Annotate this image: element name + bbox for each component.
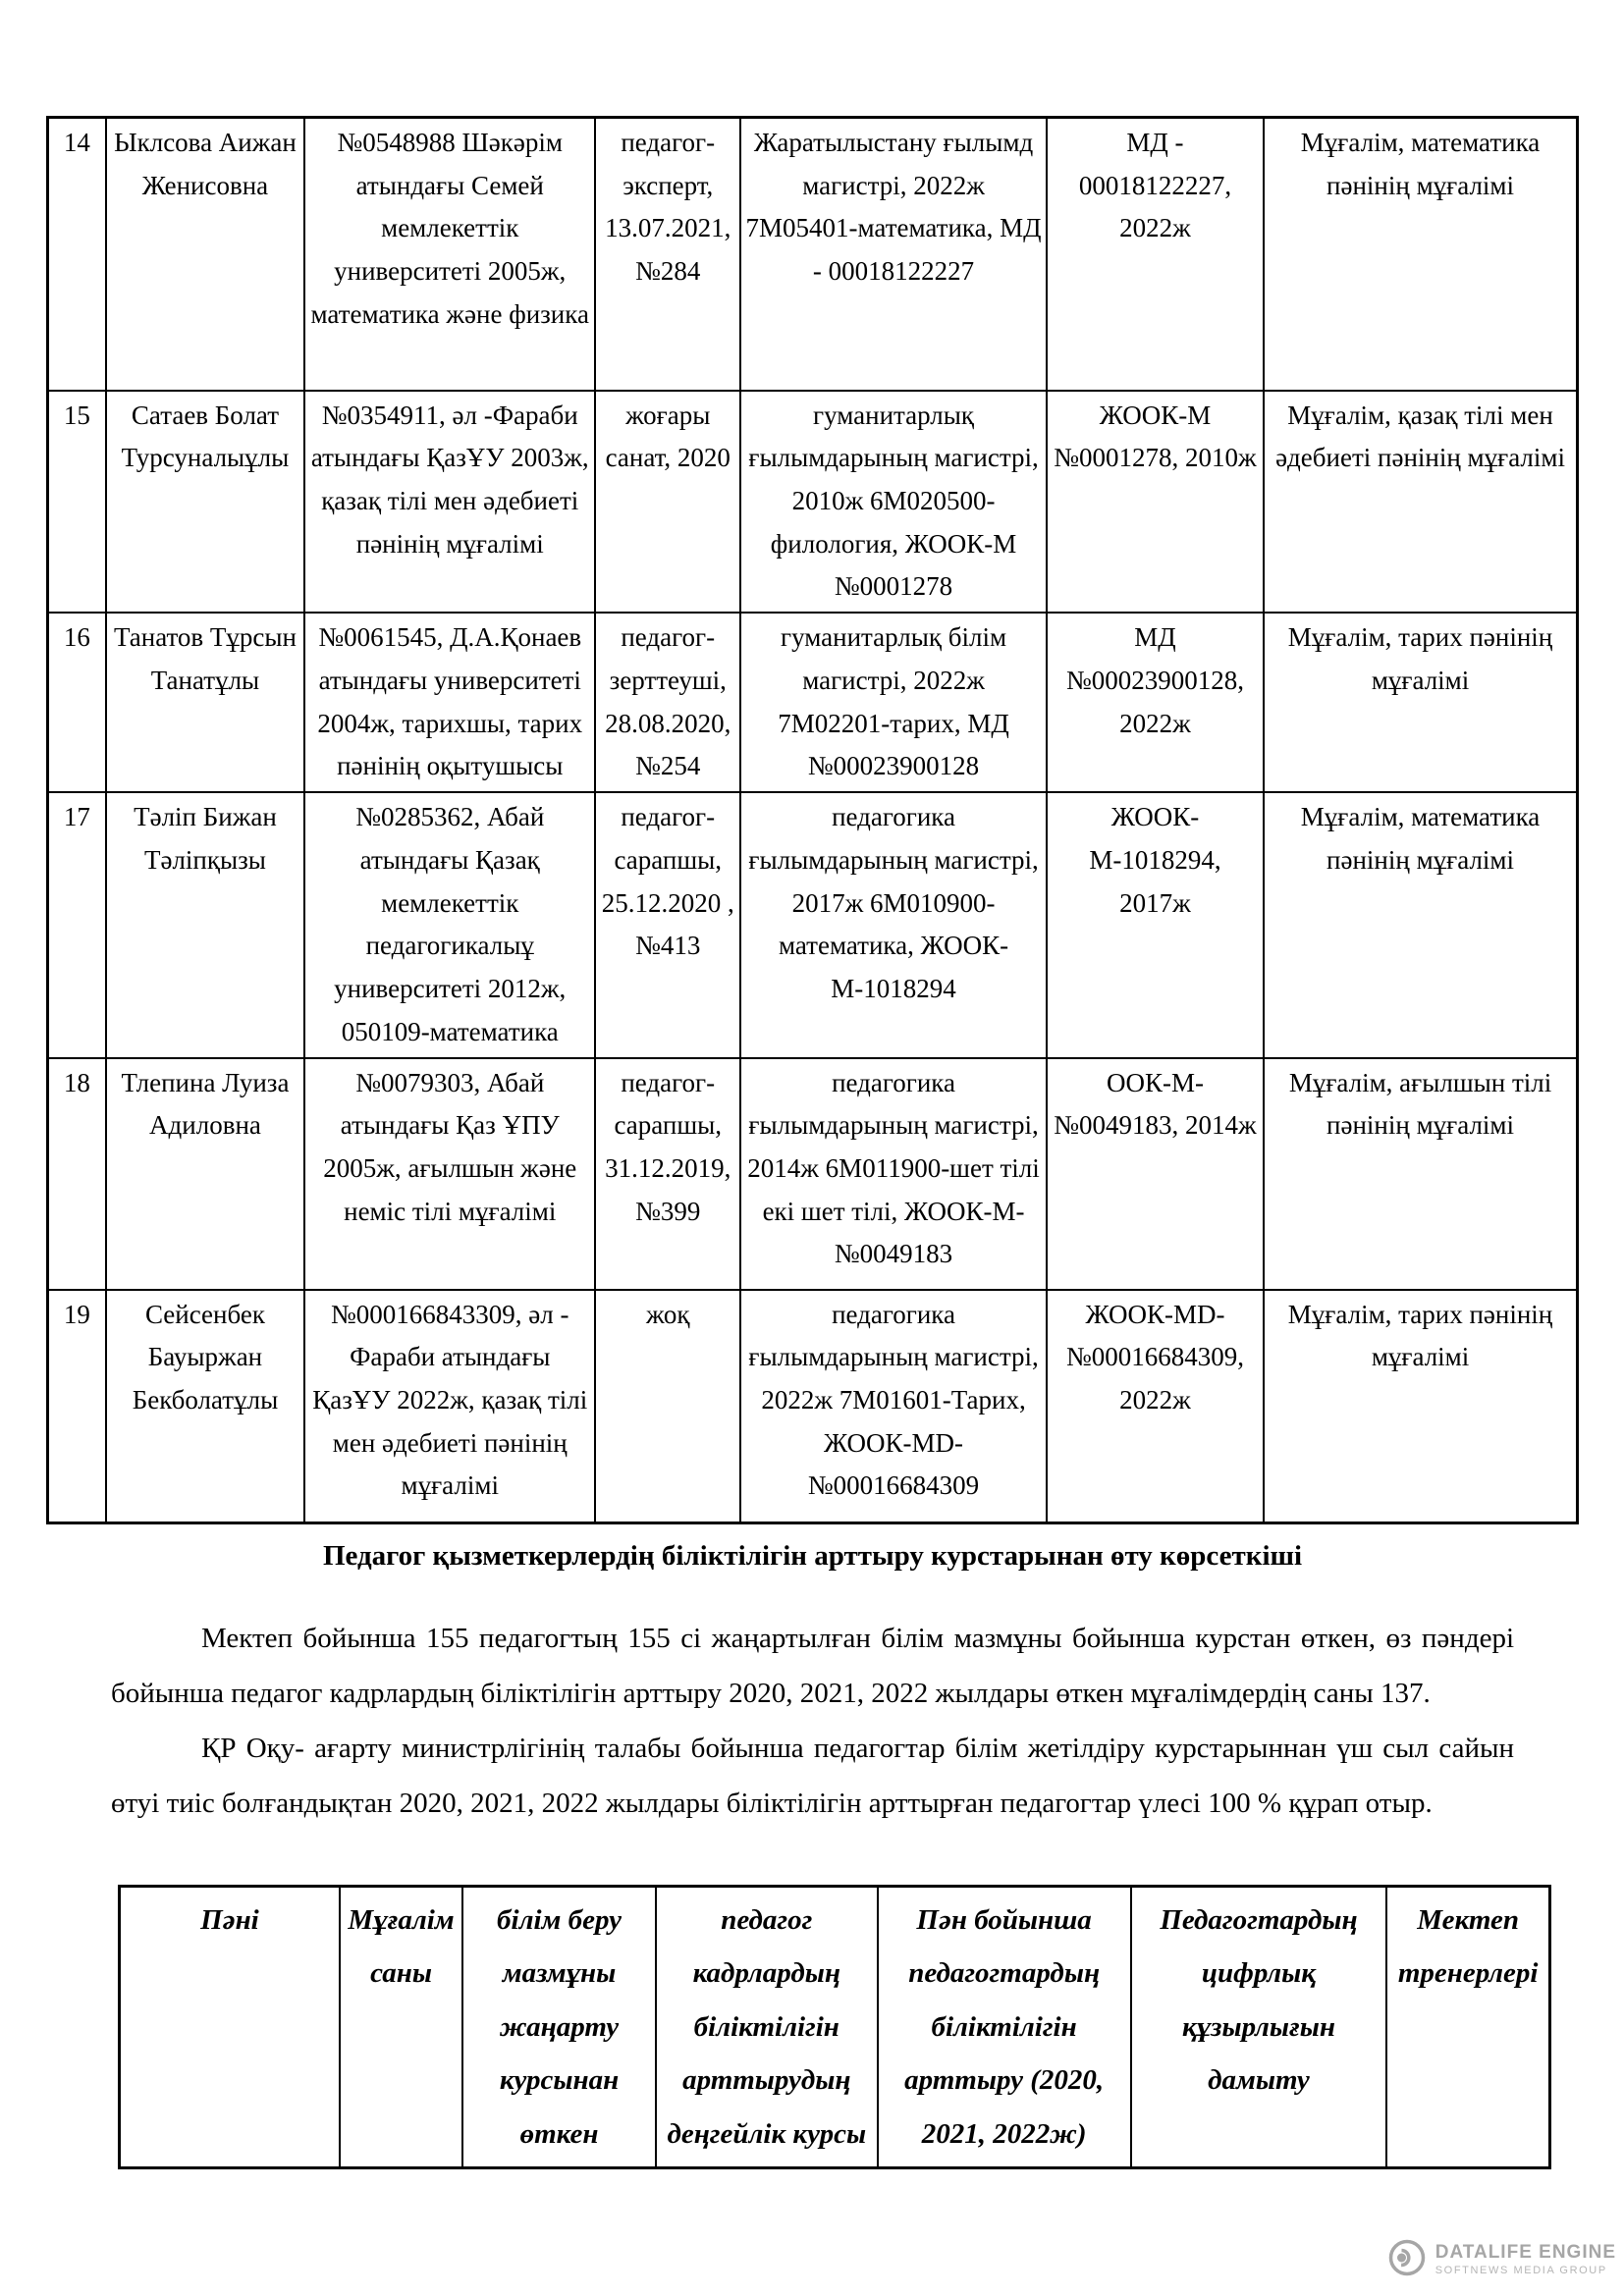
cell-position: Мұғалім, тарих пәнінің мұғалімі	[1264, 1290, 1577, 1523]
section-body	[111, 1612, 1514, 1832]
header-updated-content-course: білім беру мазмұны жаңарту курсынан өткен	[462, 1886, 656, 2168]
cell-number: 15	[48, 391, 106, 614]
cell-position: Мұғалім, математика пәнінің мұғалімі	[1264, 792, 1577, 1057]
section-heading: Педагог қызметкерлердің біліктілігін арттыру курстарынан өту көрсеткіші	[322, 1540, 1303, 1573]
cell-number: 16	[48, 613, 106, 792]
cell-category: жоғары санат, 2020	[595, 391, 740, 614]
cell-master-degree: педагогика ғылымдарының магистрі, 2014ж 6М011900-шет тілі екі шет тілі, ЖООК-М-№0049183	[740, 1058, 1047, 1290]
watermark-title: DATALIFE ENGINE	[1435, 2241, 1616, 2263]
cell-category: педагог-зерттеуші, 28.08.2020, №254	[595, 613, 740, 792]
header-subject-qualification: Пән бойынша педагогтардың біліктілігін арттыру (2020, 2021, 2022ж)	[878, 1886, 1131, 2168]
cell-diploma: №0061545, Д.А.Қонаев атындағы университеті 2004ж, тарихшы, тарих пәнінің оқытушысы	[304, 613, 595, 792]
paragraph: Мектеп бойынша 155 педагогтың 155 сі жаңартылған білім мазмұны бойынша курстан өткен, өз пәндері бойынша педагог кадрлардың біліктілігін арттыру 2020, 2021, 2022 жылдары өткен мұғалімдердің саны 137.	[111, 1623, 1514, 1709]
cell-document: ЖООК-М №0001278, 2010ж	[1047, 391, 1264, 614]
cell-position: Мұғалім, ағылшын тілі пәнінің мұғалімі	[1264, 1058, 1577, 1290]
cell-document: ЖООК-MD-№00016684309, 2022ж	[1047, 1290, 1264, 1523]
header-school-trainers: Мектеп тренерлері	[1386, 1886, 1549, 2168]
table-row	[48, 118, 1578, 391]
courses-table	[118, 1885, 1551, 2170]
cell-diploma: №000166843309, әл - Фараби атындағы ҚазҰУ 2022ж, қазақ тілі мен әдебиеті пәнінің мұғалімі	[304, 1290, 595, 1523]
cell-document: ООК-М-№0049183, 2014ж	[1047, 1058, 1264, 1290]
cell-position: Мұғалім, тарих пәнінің мұғалімі	[1264, 613, 1577, 792]
datalife-engine-watermark	[1387, 2238, 1616, 2282]
cell-number: 19	[48, 1290, 106, 1523]
cell-name: Ыклсова Аижан Женисовна	[106, 118, 305, 391]
table-row	[48, 1290, 1578, 1523]
cell-name: Тәліп Бижан Тәліпқызы	[106, 792, 305, 1057]
cell-diploma: №0548988 Шәкәрім атындағы Семей мемлекеттік университеті 2005ж, математика және физика	[304, 118, 595, 391]
table-row	[48, 792, 1578, 1057]
teachers-qualification-table	[46, 116, 1579, 1524]
cell-master-degree: гуманитарлық білім магистрі, 2022ж 7М02201-тарих, МД №00023900128	[740, 613, 1047, 792]
cell-name: Сатаев Болат Турсуналыұлы	[106, 391, 305, 614]
table-row	[48, 391, 1578, 614]
cell-name: Танатов Тұрсын Танатұлы	[106, 613, 305, 792]
header-digital-competence: Педагогтардың цифрлық құзырлығын дамыту	[1131, 1886, 1387, 2168]
cell-number: 17	[48, 792, 106, 1057]
cell-category: педагог-сарапшы, 31.12.2019, №399	[595, 1058, 740, 1290]
datalife-logo-icon	[1387, 2238, 1427, 2282]
cell-document: МД - 00018122227, 2022ж	[1047, 118, 1264, 391]
cell-category: жоқ	[595, 1290, 740, 1523]
cell-diploma: №0079303, Абай атындағы Қаз ҰПУ 2005ж, ағылшын және неміс тілі мұғалімі	[304, 1058, 595, 1290]
cell-category: педагог-эксперт, 13.07.2021, №284	[595, 118, 740, 391]
cell-number: 18	[48, 1058, 106, 1290]
header-subject: Пәні	[120, 1886, 340, 2168]
cell-master-degree: Жаратылыстану ғылымд магистрі, 2022ж 7М05401-математика, МД - 00018122227	[740, 118, 1047, 391]
paragraph: ҚР Оқу- ағарту министрлігінің талабы бойынша педагогтар білім жетілдіру курстарыннан үш сыл сайын өтуі тиіс болғандықтан 2020, 2021, 2022 жылдары біліктілігін арттырған педагогтар үлесі 100 % құрап отыр.	[111, 1732, 1514, 1819]
cell-category: педагог-сарапшы, 25.12.2020 ,№413	[595, 792, 740, 1057]
cell-diploma: №0285362, Абай атындағы Қазақ мемлекеттік педагогикалыұ университеті 2012ж, 050109-математика	[304, 792, 595, 1057]
cell-master-degree: гуманитарлық ғылымдарының магистрі, 2010ж 6М020500-филология, ЖООК-М №0001278	[740, 391, 1047, 614]
header-teacher-count: Мұғалім саны	[340, 1886, 462, 2168]
cell-master-degree: педагогика ғылымдарының магистрі, 2022ж 7М01601-Тарих, ЖООК-MD-№00016684309	[740, 1290, 1047, 1523]
cell-document: МД №00023900128, 2022ж	[1047, 613, 1264, 792]
cell-document: ЖООК-М-1018294, 2017ж	[1047, 792, 1264, 1057]
table-row	[48, 613, 1578, 792]
header-level-course: педагог кадрлардың біліктілігін арттырудың деңгейлік курсы	[656, 1886, 878, 2168]
cell-diploma: №0354911, әл -Фараби атындағы ҚазҰУ 2003ж, қазақ тілі мен әдебиеті пәнінің мұғалімі	[304, 391, 595, 614]
cell-number: 14	[48, 118, 106, 391]
cell-name: Сейсенбек Бауыржан Бекболатұлы	[106, 1290, 305, 1523]
cell-master-degree: педагогика ғылымдарының магистрі, 2017ж 6М010900-математика, ЖООК-М-1018294	[740, 792, 1047, 1057]
watermark-subtitle: SOFTNEWS MEDIA GROUP	[1435, 2264, 1607, 2276]
cell-position: Мұғалім, қазақ тілі мен әдебиеті пәнінің мұғалімі	[1264, 391, 1577, 614]
courses-table-header-row	[120, 1886, 1550, 2168]
cell-position: Мұғалім, математика пәнінің мұғалімі	[1264, 118, 1577, 391]
cell-name: Тлепина Луиза Адиловна	[106, 1058, 305, 1290]
table-row	[48, 1058, 1578, 1290]
